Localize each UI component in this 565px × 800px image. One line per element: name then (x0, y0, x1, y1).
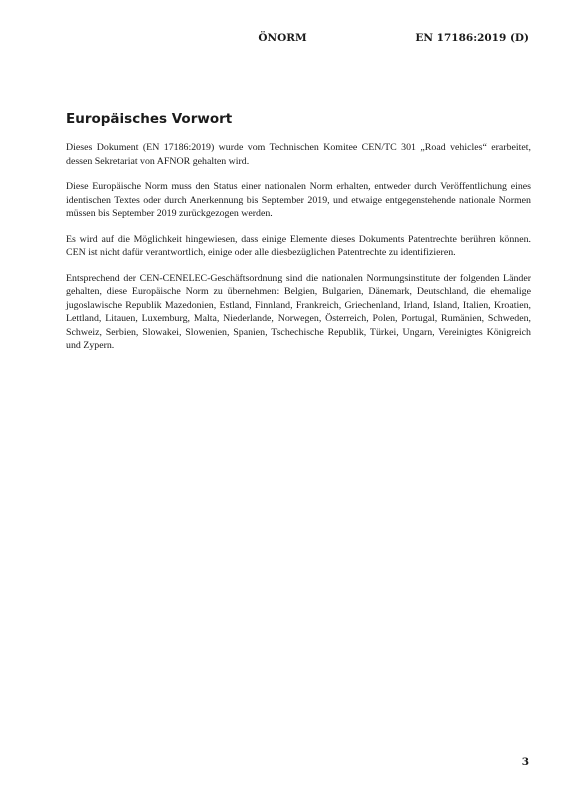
paragraph-committee: Dieses Dokument (EN 17186:2019) wurde vom Technischen Komitee CEN/TC 301 „Road vehicles“ erarbeitet, dessen Sekretariat von AFNOR gehalten wird. (66, 142, 531, 167)
page-number: 3 (521, 756, 529, 768)
header-document-id: EN 17186:2019 (D) (415, 32, 529, 44)
paragraph-patent-rights: Es wird auf die Möglichkeit hingewiesen, dass einige Elemente dieses Dokuments Patentrechte berühren können. CEN ist nicht dafür verantwortlich, einige oder alle diesbezüglichen Patentrechte zu identifizieren. (66, 233, 531, 258)
paragraph-national-status: Diese Europäische Norm muss den Status einer nationalen Norm erhalten, entweder durch Veröffentlichung eines identischen Textes oder durch Anerkennung bis September 2019, und etwaige entgegenstehende nationale Normen müssen bis September 2019 zurückgezogen werden. (66, 181, 531, 219)
header-standard: ÖNORM (258, 32, 307, 44)
section-title: Europäisches Vorwort (66, 111, 233, 127)
section-body (66, 141, 531, 365)
paragraph-adopting-countries: Entsprechend der CEN-CENELEC-Geschäftsordnung sind die nationalen Normungsinstitute der folgenden Länder gehalten, diese Europäische Norm zu übernehmen: Belgien, Bulgarien, Dänemark, Deutschland, die ehemalige jugoslawische Republik Mazedonien, Estland, Finnland, Frankreich, Griechenland, Irland, Island, Italien, Kroatien, Lettland, Litauen, Luxemburg, Malta, Niederlande, Norwegen, Österreich, Polen, Portugal, Rumänien, Schweden, Schweiz, Serbien, Slowakei, Slowenien, Spanien, Tschechische Republik, Türkei, Ungarn, Vereinigtes Königreich und Zypern. (66, 272, 531, 351)
